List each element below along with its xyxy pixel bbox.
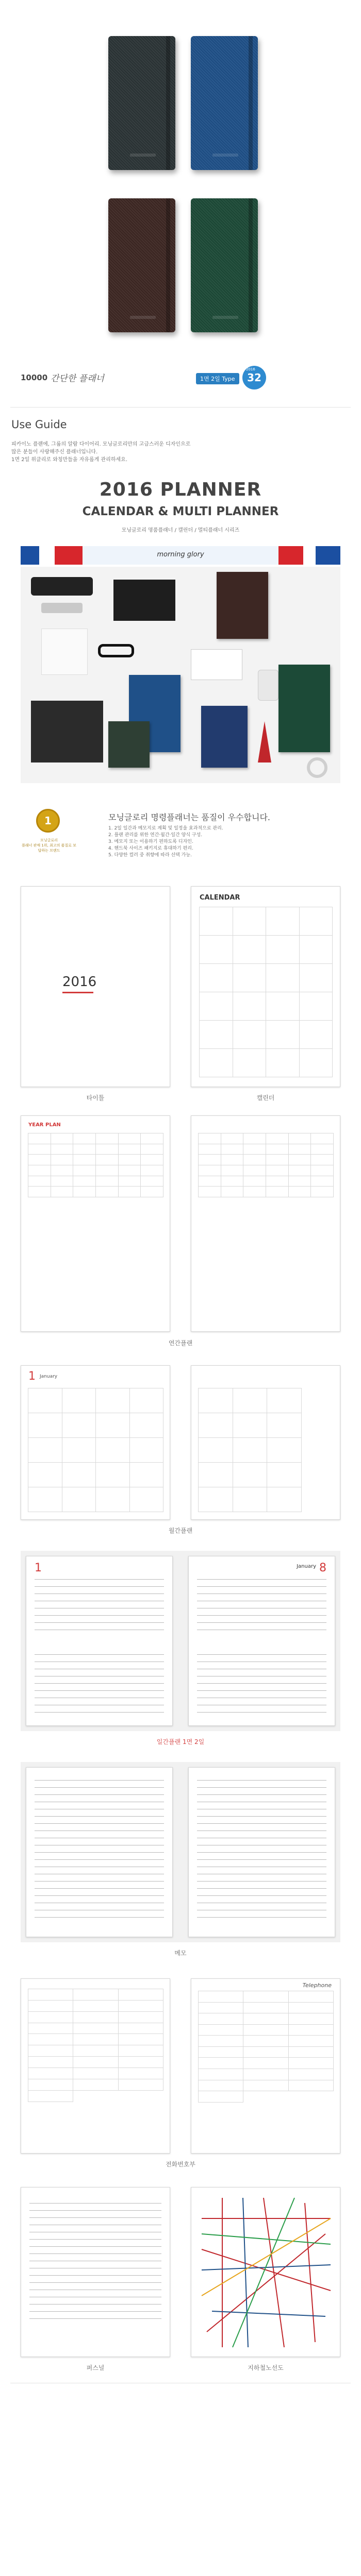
caption-title: 타이틀 <box>86 1094 105 1101</box>
quality-notice <box>21 809 340 866</box>
promo-script: 간단한 플래너 <box>51 374 104 384</box>
year-plan-grid-right <box>199 1133 334 1325</box>
daily-lines-right-top <box>197 1579 326 1637</box>
medal-icon: 1 <box>36 809 60 833</box>
sample-monthly-right <box>191 1365 340 1520</box>
sample-subway-map <box>191 2187 340 2357</box>
guide-line: 피카이노 플랜에, 그룹의 알람 다이어리. 모닝글로리만의 고급스러운 디자인으로 <box>11 442 191 447</box>
use-guide-title: Use Guide <box>11 418 67 431</box>
open-planner-scene <box>191 649 242 680</box>
sample-year-plan-right <box>191 1115 340 1332</box>
planner-brown <box>108 198 175 332</box>
sample-calendar <box>191 886 340 1087</box>
profile-lines <box>29 2203 161 2326</box>
subway-map-graphic <box>191 2188 340 2357</box>
planner-blue <box>191 36 258 170</box>
medal-caption <box>21 838 77 853</box>
eiffel-figurine <box>258 721 271 762</box>
caption-calendar: 캘린더 <box>256 1094 275 1101</box>
open-planner-dark <box>31 701 103 762</box>
sample-phone-right <box>191 1978 340 2154</box>
flatlay-scene <box>21 567 340 783</box>
notice-list <box>108 825 223 859</box>
promo-code: 10000 <box>21 373 48 382</box>
perfume-bottle <box>258 670 278 701</box>
sample-memo-left <box>26 1767 173 1937</box>
notebook-white <box>41 629 88 675</box>
use-guide-text <box>11 440 331 464</box>
phone-grid-left <box>28 1989 163 2147</box>
sample-daily-right <box>188 1556 335 1726</box>
medal-caption-line: 플래너 판매 1위, 최고의 품질로 보답하는 브랜드 <box>22 843 76 853</box>
sample-memo-right <box>188 1767 335 1937</box>
caption-profile: 퍼스널 <box>86 2364 105 2371</box>
caption-monthly: 월간플랜 <box>168 1527 193 1534</box>
notice-heading: 모닝글로리 명령플래너는 품질이 우수합니다. <box>108 812 271 822</box>
glasses <box>98 644 134 657</box>
daily-lines-right-bottom <box>197 1654 326 1719</box>
year-plan-grid-left <box>28 1133 163 1325</box>
sample-daily-left <box>26 1556 173 1726</box>
caption-year-plan: 연간플랜 <box>168 1340 193 1347</box>
sample-title-page <box>21 886 170 1087</box>
notice-item: 1. 2일 일간과 메모지로 계획 및 일정을 효과적으로 관리. <box>108 826 223 831</box>
daily-month: January <box>297 1564 316 1569</box>
planner-green <box>191 198 258 332</box>
caption-subway: 지하철노선도 <box>248 2364 284 2371</box>
divider <box>10 407 351 408</box>
sample-monthly-left <box>21 1365 170 1520</box>
sample-phone-left <box>21 1978 170 2154</box>
sample-profile <box>21 2187 170 2357</box>
guide-line: 많은 분들이 사랑해주신 플래너입니다. <box>11 449 98 455</box>
badge-year: 2016 <box>246 367 255 371</box>
planner-navy-scene <box>201 706 248 768</box>
sample-year-plan-left <box>21 1115 170 1332</box>
memo-lines-left <box>35 1780 164 1924</box>
daily-date-b: 8 <box>319 1562 326 1574</box>
series-summary: 모닝글로리 명품플래너 / 캘린더 / 멀티플래너 시리즈 <box>121 528 240 533</box>
memo-lines-right <box>197 1780 326 1924</box>
notice-item: 5. 다양한 컬러 중 취향에 따라 선택 가능. <box>108 853 192 858</box>
medal-caption-line: 모닝글로리 <box>40 838 58 842</box>
phone-heading: Telephone <box>302 1982 332 1989</box>
promo-row <box>21 366 340 392</box>
phone-grid-right <box>199 1991 334 2147</box>
planner-subtitle: CALENDAR & MULTI PLANNER <box>82 505 279 518</box>
planner-brown-scene <box>217 572 268 639</box>
monthly-grid-left <box>28 1388 163 1512</box>
daily-lines-left-top <box>35 1579 164 1637</box>
notice-item: 4. 핸드북 사이즈 패키지로 휴대하기 편리. <box>108 846 193 851</box>
title-year: 2016 <box>62 974 97 990</box>
notice-item: 2. 플랜 관리를 위한 연간·월간·일간 양식 구성. <box>108 833 203 838</box>
title-accent <box>62 992 93 993</box>
month-name: January <box>40 1374 58 1379</box>
usb-device <box>41 603 83 613</box>
tape-roll <box>307 757 327 778</box>
caption-daily: 일간플랜 1면 2일 <box>156 1738 205 1745</box>
month-number: 1 <box>28 1370 36 1383</box>
calendar-grid <box>200 907 333 1077</box>
caption-memo: 메모 <box>174 1950 187 1957</box>
daily-lines-left-bottom <box>35 1654 164 1719</box>
count-badge-value: 32 <box>247 371 261 384</box>
planner-title: 2016 PLANNER <box>99 479 262 500</box>
planner-green-scene <box>278 665 330 752</box>
planner-dark-green-scene <box>108 721 150 768</box>
guide-line: 1면 2일 위클리로 와칭만들을 자유롭게 관리하세요. <box>11 457 127 463</box>
brand-label: morning glory <box>157 551 204 558</box>
daily-date-a: 1 <box>35 1562 42 1574</box>
planner-black <box>108 36 175 170</box>
caption-phone: 전화번호부 <box>166 2161 195 2168</box>
year-plan-heading: YEAR PLAN <box>28 1122 61 1128</box>
type-tag: 1면 2일 Type <box>196 373 239 384</box>
tablet <box>113 580 175 621</box>
notice-item: 3. 메모지 또는 이용하기 편하도록 디자인. <box>108 839 193 844</box>
pencil-case <box>31 577 93 596</box>
brand-banner <box>21 546 340 565</box>
calendar-heading: CALENDAR <box>200 894 240 902</box>
monthly-grid-right <box>199 1388 302 1512</box>
hero-planners <box>0 0 361 402</box>
